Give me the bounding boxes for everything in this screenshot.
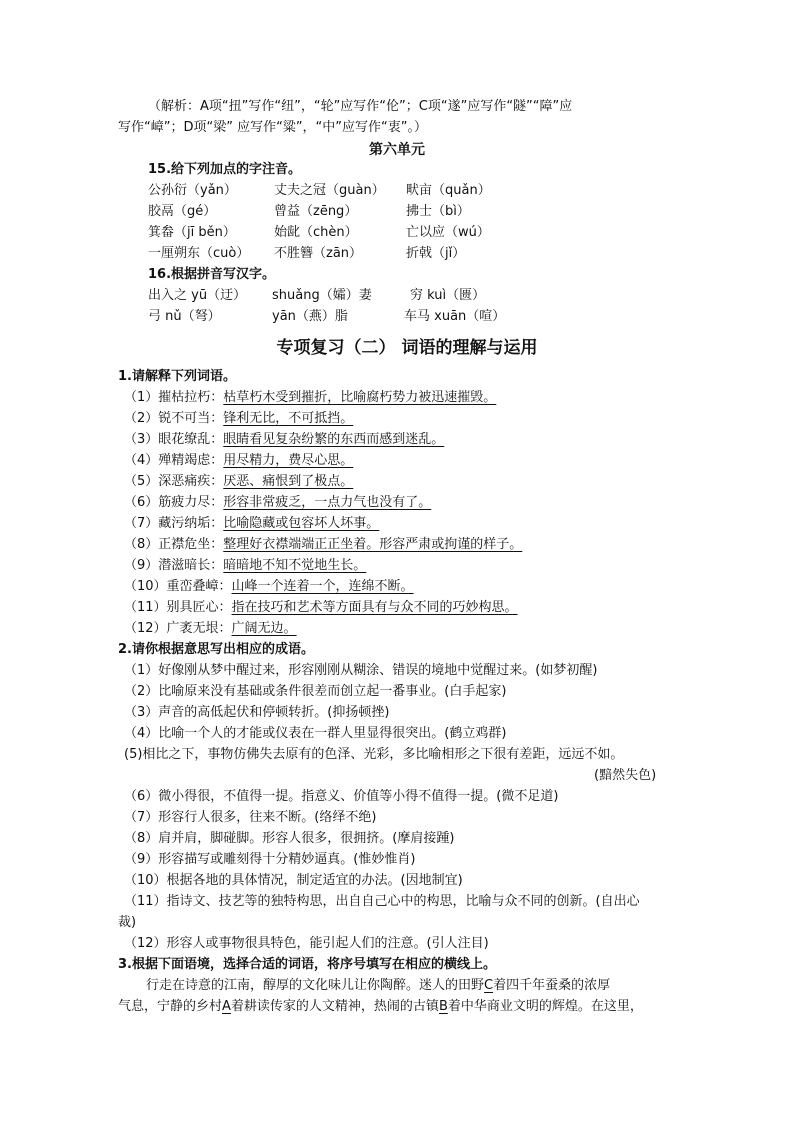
pinyin-item: 拂士（bì）: [406, 204, 470, 219]
write-item: 穷 kuì（匮）: [410, 288, 486, 303]
idiom-item: （7）形容行人很多，往来不断。(络绎不绝): [124, 810, 377, 825]
term: （5）深恶痛疾：: [124, 474, 224, 489]
context-line-1: [146, 977, 610, 995]
question-2: 2.请你根据意思写出相应的成语。: [118, 642, 314, 657]
idiom-item: （12）形容人或事物很具特色，能引起人们的注意。(引人注目): [124, 936, 489, 951]
term-answer: 整理好衣襟端端正正坐着。形容严肃或拘谨的样子。: [223, 537, 523, 552]
write-item: shuǎng（孀）妻: [272, 288, 372, 303]
term-row: [124, 599, 518, 617]
write-item: 弓 nǔ（弩）: [148, 309, 221, 324]
pinyin-item: 不胜簪（zān）: [274, 246, 363, 261]
term: （12）广袤无垠：: [124, 621, 232, 636]
pinyin-item: 折戟（jǐ）: [406, 246, 466, 261]
term: （2）锐不可当：: [124, 411, 224, 426]
pinyin-item: 箕畚（jī běn）: [148, 225, 236, 240]
term-answer: 形容非常疲乏，一点力气也没有了。: [223, 495, 432, 510]
fill-blank: C: [484, 978, 494, 993]
context-text: 着中华商业文明的辉煌。在这里，: [447, 999, 643, 1014]
pinyin-item: 公孙衍（yǎn）: [148, 183, 237, 198]
term: （7）藏污纳垢：: [124, 516, 224, 531]
term-row: [124, 557, 366, 575]
idiom-item: （8）肩并肩，脚碰脚。形容人很多，很拥挤。(摩肩接踵): [124, 831, 455, 846]
pinyin-item: 始龀（chèn）: [274, 225, 358, 240]
term-row: [124, 620, 297, 638]
idiom-item: （11）指诗文、技艺等的独特构思，出自自己心中的构思，比喻与众不同的创新。(自出心: [124, 894, 640, 909]
question-15: 15.给下列加点的字注音。: [148, 162, 302, 177]
idiom-item: (5)相比之下，事物仿佛失去原有的色泽、光彩，多比喻相形之下很有差距，远远不如。: [124, 747, 624, 762]
idiom-item: （6）微小得很，不值得一提。指意义、价值等小得不值得一提。(微不足道): [124, 789, 559, 804]
section-title: 专项复习（二） 词语的理解与运用: [276, 338, 538, 358]
term-row: [124, 578, 414, 596]
write-item: 车马 xuān（喧）: [404, 309, 506, 324]
term: （11）别具匠心：: [124, 600, 232, 615]
term-answer: 枯草朽木受到摧折，比喻腐朽势力被迅速摧毁。: [223, 390, 497, 405]
pinyin-item: 亡以应（wú）: [406, 225, 490, 240]
term: （9）潜滋暗长：: [124, 558, 224, 573]
unit-title: 第六单元: [369, 142, 425, 158]
term-answer: 山峰一个连着一个，连绵不断。: [231, 579, 414, 594]
question-1: 1.请解释下列词语。: [118, 369, 236, 384]
term-answer: 指在技巧和艺术等方面具有与众不同的巧妙构思。: [231, 600, 518, 615]
idiom-item: （10）根据各地的具体情况，制定适宜的办法。(因地制宜): [124, 873, 463, 888]
context-text: 气息，宁静的乡村: [118, 999, 223, 1014]
term-answer: 广阔无边。: [231, 621, 297, 636]
fill-blank: B: [438, 999, 448, 1014]
term: （10）重峦叠嶂：: [124, 579, 232, 594]
question-3: 3.根据下面语境，选择合适的词语，将序号填写在相应的横线上。: [118, 957, 496, 972]
idiom-answer-continued: (黯然失色): [594, 768, 657, 783]
term-row: [124, 494, 431, 512]
idiom-item: （3）声音的高低起伏和停顿转折。(抑扬顿挫): [124, 705, 390, 720]
term-row: [124, 389, 496, 407]
idiom-item: （2）比喻原来没有基础或条件很差而创立起一番事业。(白手起家): [124, 684, 507, 699]
term: （3）眼花缭乱：: [124, 432, 224, 447]
fill-blank: A: [222, 999, 231, 1014]
term-row: [124, 536, 522, 554]
idiom-item: （4）比喻一个人的才能或仪表在一群人里显得很突出。(鹤立鸡群): [124, 726, 507, 741]
write-item: 出入之 yū（迂）: [148, 288, 247, 303]
context-line-2: [118, 998, 643, 1016]
pinyin-item: 畎亩（quǎn）: [406, 183, 491, 198]
context-text: 着四千年蚕桑的浓厚: [493, 978, 611, 993]
term-answer: 暗暗地不知不觉地生长。: [223, 558, 367, 573]
term: （4）殚精竭虑：: [124, 453, 224, 468]
idiom-item: （1）好像刚从梦中醒过来，形容刚刚从糊涂、错误的境地中觉醒过来。(如梦初醒): [124, 663, 598, 678]
context-text: 行走在诗意的江南，醇厚的文化味儿让你陶醉。迷人的田野: [146, 978, 485, 993]
term-row: [124, 452, 353, 470]
context-text: 着耕读传家的人文精神，热闹的古镇: [230, 999, 439, 1014]
term-row: [124, 410, 353, 428]
analysis-line-1: （解析：A项“扭”写作“纽”，“轮”应写作“伦”；C项“遂”应写作“隧”“障”应: [148, 99, 573, 114]
term: （8）正襟危坐：: [124, 537, 224, 552]
term-row: [124, 473, 353, 491]
idiom-item: （9）形容描写或雕刻得十分精妙逼真。(惟妙惟肖): [124, 852, 416, 867]
term-answer: 比喻隐藏或包容坏人坏事。: [223, 516, 380, 531]
pinyin-item: 曾益（zēng）: [274, 204, 358, 219]
analysis-line-2: 写作“嶂”；D项“梁” 应写作“粱”，“中”应写作“衷”。）: [118, 120, 427, 135]
term-answer: 用尽精力，费尽心思。: [223, 453, 354, 468]
term-answer: 厌恶、痛恨到了极点。: [223, 474, 354, 489]
term: （1）摧枯拉朽：: [124, 390, 224, 405]
term-row: [124, 431, 444, 449]
term-answer: 眼睛看见复杂纷繁的东西而感到迷乱。: [223, 432, 445, 447]
term: （6）筋疲力尽：: [124, 495, 224, 510]
write-item: yān（燕）脂: [272, 309, 348, 324]
pinyin-item: 一厘朔东（cuò）: [148, 246, 250, 261]
question-16: 16.根据拼音写汉字。: [148, 267, 276, 282]
pinyin-item: 丈夫之冠（guàn）: [274, 183, 385, 198]
pinyin-item: 胶鬲（gé）: [148, 204, 217, 219]
term-answer: 锋利无比，不可抵挡。: [223, 411, 354, 426]
term-row: [124, 515, 379, 533]
idiom-item-continued: 裁): [118, 915, 137, 930]
